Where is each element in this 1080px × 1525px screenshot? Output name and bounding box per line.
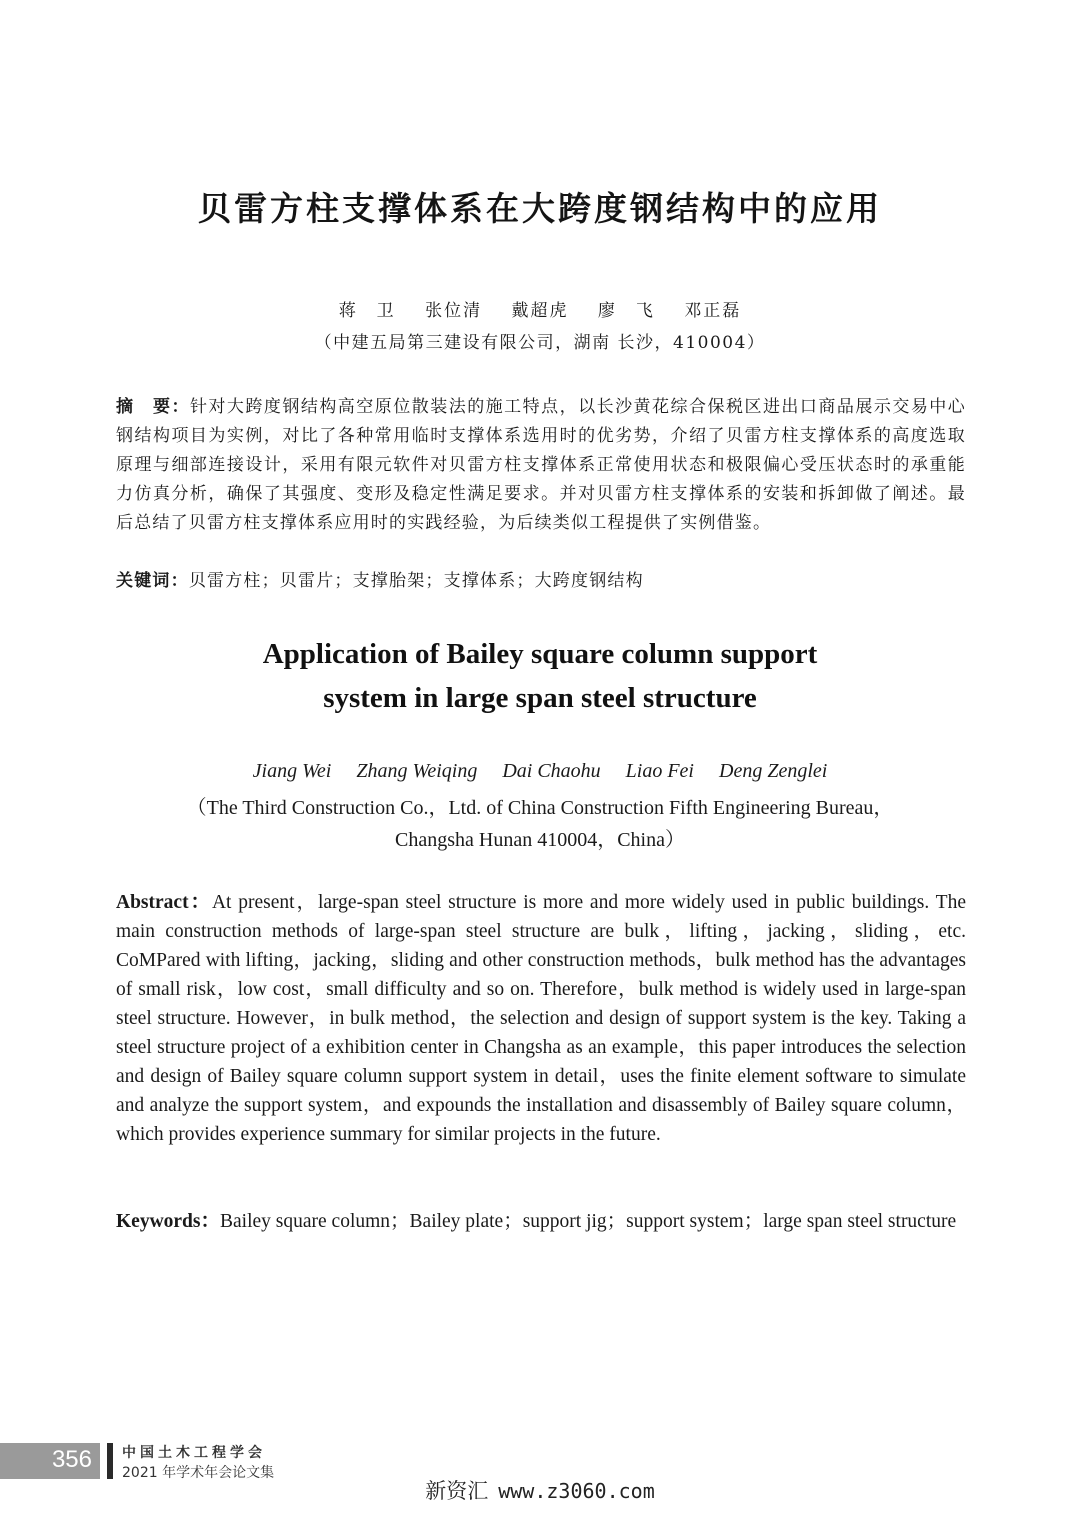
keywords-en [116,1207,966,1236]
footer-divider-bar [107,1443,113,1479]
page-number-box [0,1443,100,1479]
author-list-en [0,760,1080,783]
author-cn: 廖 飞 [597,301,655,321]
paper-title-en [0,632,1080,720]
footer-society: 中国土木工程学会 [122,1445,266,1461]
footer-proceedings: 2021 年学术年会论文集 [122,1465,275,1481]
abstract-cn-text: 针对大跨度钢结构高空原位散装法的施工特点，以长沙黄花综合保税区进出口商品展示交易中心钢结构项目为实例，对比了各种常用临时支撑体系选用时的优劣势，介绍了贝雷方柱支撑体系的高度选取原理与细部连接设计，采用有限元软件对贝雷方柱支撑体系正常使用状态和极限偏心受压状态时的承重能力仿真分析，确保了其强度、变形及稳定性满足要求。并对贝雷方柱支撑体系的安装和拆卸做了阐述。最后总结了贝雷方柱支撑体系应用时的实践经验，为后续类似工程提供了实例借鉴。 [116,397,966,533]
abstract-cn-label: 摘 要： [116,397,190,417]
abstract-en [116,888,966,1149]
abstract-en-text: At present，large-span steel structure is more and more widely used in public buildings. The main construction methods of large-span steel structure are bulk，lifting，jacking，sliding，etc. CoMPared with lifting，jacking，sliding and other construction methods，bulk method has the advantages of small risk，low cost，small difficulty and so on. Therefore，bulk method is widely used in large-span steel structure. However，in bulk method，the selection and design of support system is the key. Taking a steel structure project of a exhibition center in Changsha as an example，this paper introduces the selection and design of Bailey square column support system in detail，uses the finite element software to simulate and analyze the support system，and expounds the installation and disassembly of Bailey square column，which provides experience summary for similar projects in the future. [116,892,966,1145]
author-list-cn [0,296,1080,321]
paper-title-en-line2: system in large span steel structure [323,682,757,714]
page-number: 356 [51,1446,92,1473]
author-cn: 戴超虎 [511,301,569,321]
watermark-name: 新资汇 [425,1479,489,1503]
affiliation-cn: （中建五局第三建设有限公司，湖南 长沙，410004） [314,333,766,353]
author-en: Dai Chaohu [502,760,601,782]
affiliation-en-line2: Changsha Hunan 410004，China） [395,829,685,851]
paper-title-en-line1: Application of Bailey square column support [262,638,818,670]
author-en: Liao Fei [625,760,694,782]
author-en: Jiang Wei [252,760,332,782]
author-cn: 蒋 卫 [338,301,396,321]
paper-title-cn: 贝雷方柱支撑体系在大跨度钢结构中的应用 [198,189,882,228]
keywords-en-text: Bailey square column；Bailey plate；support jig；support system；large span steel structure [220,1211,957,1232]
keywords-cn-text: 贝雷方柱；贝雷片；支撑胎架；支撑体系；大跨度钢结构 [188,571,644,591]
watermark-url: www.z3060.com [498,1479,655,1503]
author-en: Deng Zenglei [719,760,828,782]
keywords-cn-label: 关键词： [116,571,189,591]
keywords-cn [116,566,966,591]
abstract-cn [116,393,966,538]
affiliation-en-line1: （The Third Construction Co.，Ltd. of China Construction Fifth Engineering Bureau， [186,797,894,819]
author-cn: 邓正磊 [684,301,742,321]
author-en: Zhang Weiqing [356,760,478,782]
keywords-en-label: Keywords： [116,1211,220,1232]
watermark [0,1475,1080,1505]
author-cn: 张位清 [425,301,483,321]
abstract-en-label: Abstract： [116,892,212,913]
affiliation-en [0,792,1080,856]
